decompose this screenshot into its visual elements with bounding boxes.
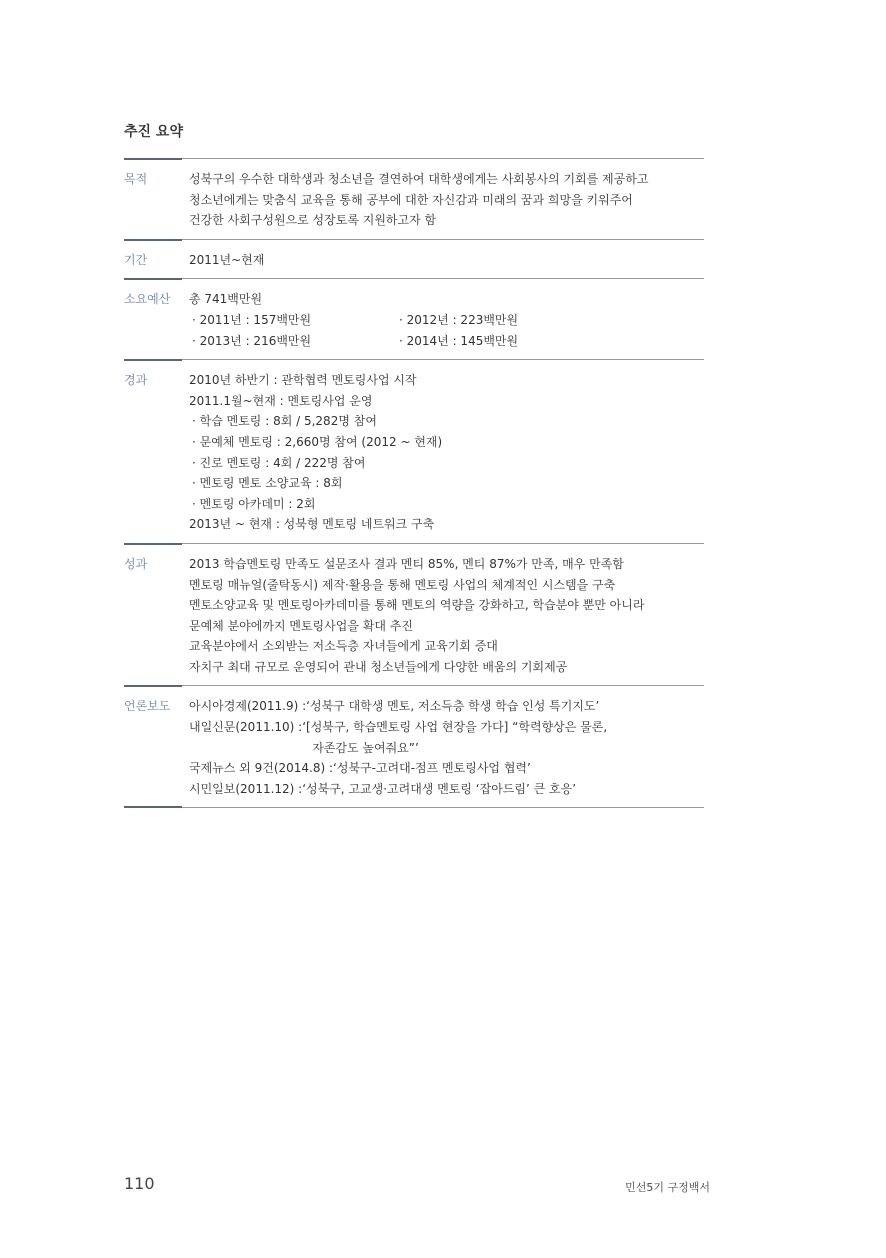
results-content (189, 554, 704, 678)
press-item (189, 758, 704, 779)
results-line: 교육분야에서 소외받는 저소득층 자녀들에게 교육기회 증대 (189, 639, 498, 654)
press-headline: ‘성북구-고려대-점프 멘토링사업 협력’ (333, 761, 531, 776)
history-line: · 진로 멘토링 : 4회 / 222명 참여 (192, 455, 366, 470)
history-content (189, 370, 704, 535)
results-label: 성과 (124, 556, 148, 571)
results-line: 멘토링 매뉴얼(줄탁동시) 제작·활용을 통해 멘토링 사업의 체계적인 시스템을 구축 (189, 577, 616, 592)
press-source: 국제뉴스 외 9건(2014.8) : (189, 761, 334, 776)
summary-table (124, 158, 704, 808)
results-row (124, 543, 704, 686)
purpose-line: 건강한 사회구성원으로 성장토록 지원하고자 함 (189, 213, 437, 228)
results-line: 2013 학습멘토링 만족도 설문조사 결과 멘티 85%, 멘티 87%가 만족, 매우 만족함 (189, 556, 624, 571)
press-source: 시민일보(2011.12) : (189, 781, 303, 796)
history-row (124, 359, 704, 543)
results-line: 멘토소양교육 및 멘토링아카데미를 통해 멘토의 역량을 강화하고, 학습분야 뿐만 아니라 (189, 598, 645, 613)
press-headline: ‘성북구, 고교생·고려대생 멘토링 ‘잡아드림’ 큰 호응’ (302, 781, 577, 796)
page-title: 추진 요약 (124, 124, 183, 140)
press-source: 내일신문(2011.10) : (189, 720, 303, 735)
press-item (189, 696, 704, 717)
history-line: 2011.1월~현재 : 멘토링사업 운영 (189, 393, 373, 408)
table-bottom-rule (124, 807, 704, 808)
budget-item: · 2013년 : 216백만원 (192, 333, 312, 348)
press-item (189, 717, 704, 758)
history-line: · 멘토링 아카데미 : 2회 (192, 496, 316, 511)
press-label: 언론보도 (124, 699, 171, 714)
book-title: 민선5기 구정백서 (625, 1181, 710, 1194)
history-line: 2010년 하반기 : 관학협력 멘토링사업 시작 (189, 373, 417, 388)
budget-content (189, 289, 704, 351)
history-line: · 학습 멘토링 : 8회 / 5,282명 참여 (192, 414, 377, 429)
press-source: 아시아경제(2011.9) : (189, 699, 307, 714)
period-text: 2011년~현재 (189, 252, 265, 267)
purpose-content (189, 169, 704, 231)
period-row (124, 239, 704, 279)
history-line: 2013년 ~ 현재 : 성북형 멘토링 네트워크 구축 (189, 517, 435, 532)
history-label: 경과 (124, 373, 148, 388)
budget-item: · 2011년 : 157백만원 (192, 312, 312, 327)
period-label: 기간 (124, 252, 148, 267)
press-headline: ‘[성북구, 학습멘토링 사업 현장을 가다] “학력향상은 물론, (302, 720, 608, 735)
period-content (189, 250, 704, 271)
press-content (189, 696, 704, 799)
budget-item: · 2014년 : 145백만원 (399, 333, 519, 348)
results-line: 문예체 분야에까지 멘토링사업을 확대 추진 (189, 618, 413, 633)
press-row (124, 685, 704, 807)
press-headline: ‘성북구 대학생 멘토, 저소득층 학생 학습 인성 특기지도’ (306, 699, 600, 714)
purpose-line: 성북구의 우수한 대학생과 청소년을 결연하여 대학생에게는 사회봉사의 기회를 제공하고 (189, 172, 649, 186)
budget-pair (189, 310, 704, 331)
press-headline: 자존감도 높여줘요”’ (312, 740, 419, 755)
purpose-line: 청소년에게는 맞춤식 교육을 통해 공부에 대한 자신감과 미래의 꿈과 희망을 키워주어 (189, 192, 633, 207)
page-number: 110 (124, 1174, 155, 1193)
press-item (189, 779, 704, 800)
budget-row (124, 278, 704, 359)
budget-total: 총 741백만원 (189, 292, 263, 307)
history-line: · 문예체 멘토링 : 2,660명 참여 (2012 ~ 현재) (192, 434, 443, 449)
history-line: · 멘토링 멘토 소양교육 : 8회 (192, 476, 343, 491)
budget-pair (189, 331, 704, 352)
budget-label: 소요예산 (124, 292, 171, 307)
budget-item: · 2012년 : 223백만원 (399, 312, 519, 327)
purpose-row (124, 158, 704, 239)
results-line: 자치구 최대 규모로 운영되어 관내 청소년들에게 다양한 배움의 기회제공 (189, 659, 568, 674)
purpose-label: 목적 (124, 172, 148, 186)
